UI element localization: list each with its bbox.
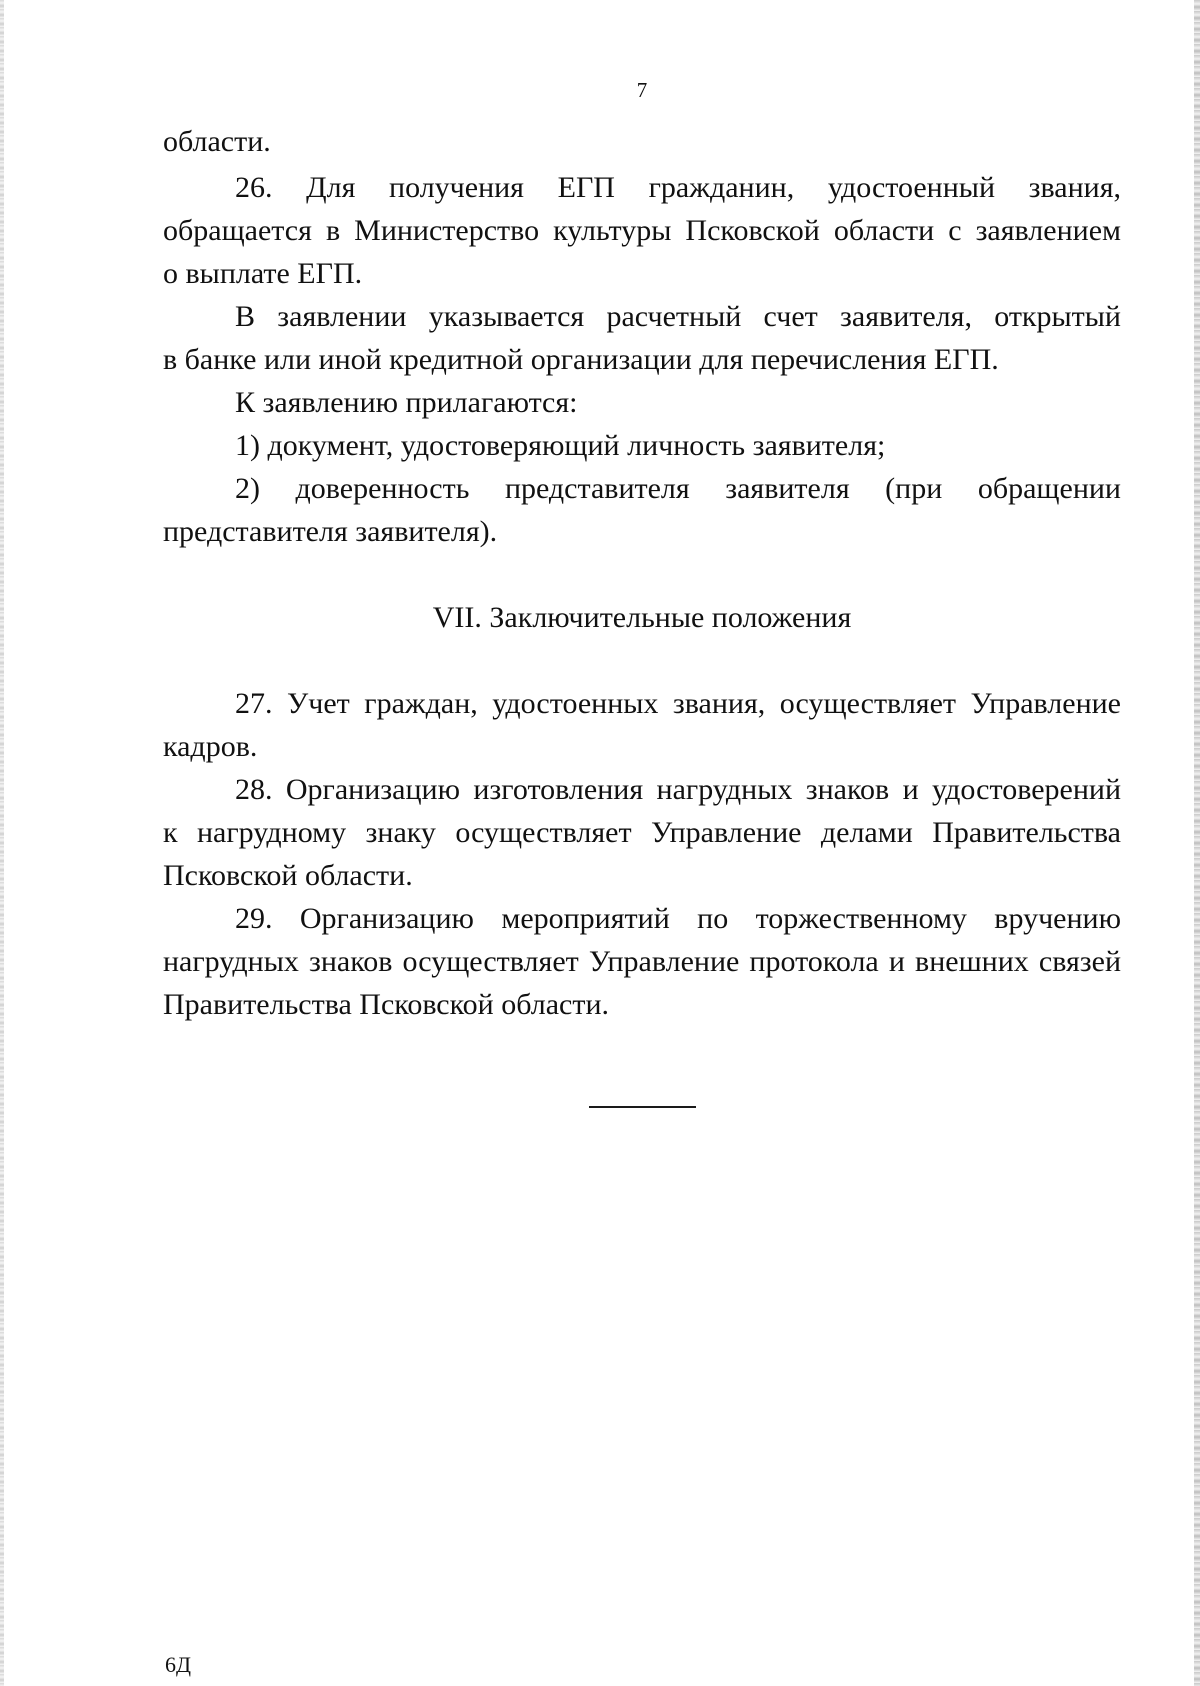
end-of-document-rule	[589, 1106, 696, 1108]
paragraph-29-line: нагрудных знаков осуществляет Управление протокола и внешних связей	[163, 945, 1121, 978]
paragraph-28-line: Псковской области.	[163, 859, 413, 892]
paragraph-29-line: 29. Организацию мероприятий по торжественному вручению	[235, 902, 1121, 935]
section-title: VII. Заключительные положения	[432, 601, 852, 634]
attachments-intro: К заявлению прилагаются:	[235, 386, 578, 419]
attachment-item-2-line: представителя заявителя).	[163, 515, 498, 548]
application-paragraph-line: в банке или иной кредитной организации для перечисления ЕГП.	[163, 343, 999, 376]
paragraph-26-line: 26. Для получения ЕГП гражданин, удостоенный звания,	[235, 171, 1121, 204]
paragraph-26-line: обращается в Министерство культуры Псковской области с заявлением	[163, 214, 1121, 247]
paragraph-26-line: о выплате ЕГП.	[163, 257, 363, 290]
attachment-item-1: 1) документ, удостоверяющий личность заявителя;	[235, 429, 886, 462]
paragraph-28-line: к нагрудному знаку осуществляет Управление делами Правительства	[163, 816, 1121, 849]
paragraph-27-line: кадров.	[163, 730, 258, 763]
application-paragraph-line: В заявлении указывается расчетный счет заявителя, открытый	[235, 300, 1121, 333]
footer-code: 6Д	[165, 1652, 192, 1677]
paragraph-28-line: 28. Организацию изготовления нагрудных знаков и удостоверений	[235, 773, 1121, 806]
page-number: 7	[636, 78, 648, 102]
attachment-item-2-line: 2) доверенность представителя заявителя (при обращении	[235, 472, 1121, 505]
paragraph-27-line: 27. Учет граждан, удостоенных звания, осуществляет Управление	[235, 687, 1121, 720]
paragraph-29-line: Правительства Псковской области.	[163, 988, 610, 1021]
text-line: области.	[163, 125, 271, 158]
scan-edge-left	[0, 0, 4, 1686]
scan-edge-right	[1194, 0, 1200, 1686]
